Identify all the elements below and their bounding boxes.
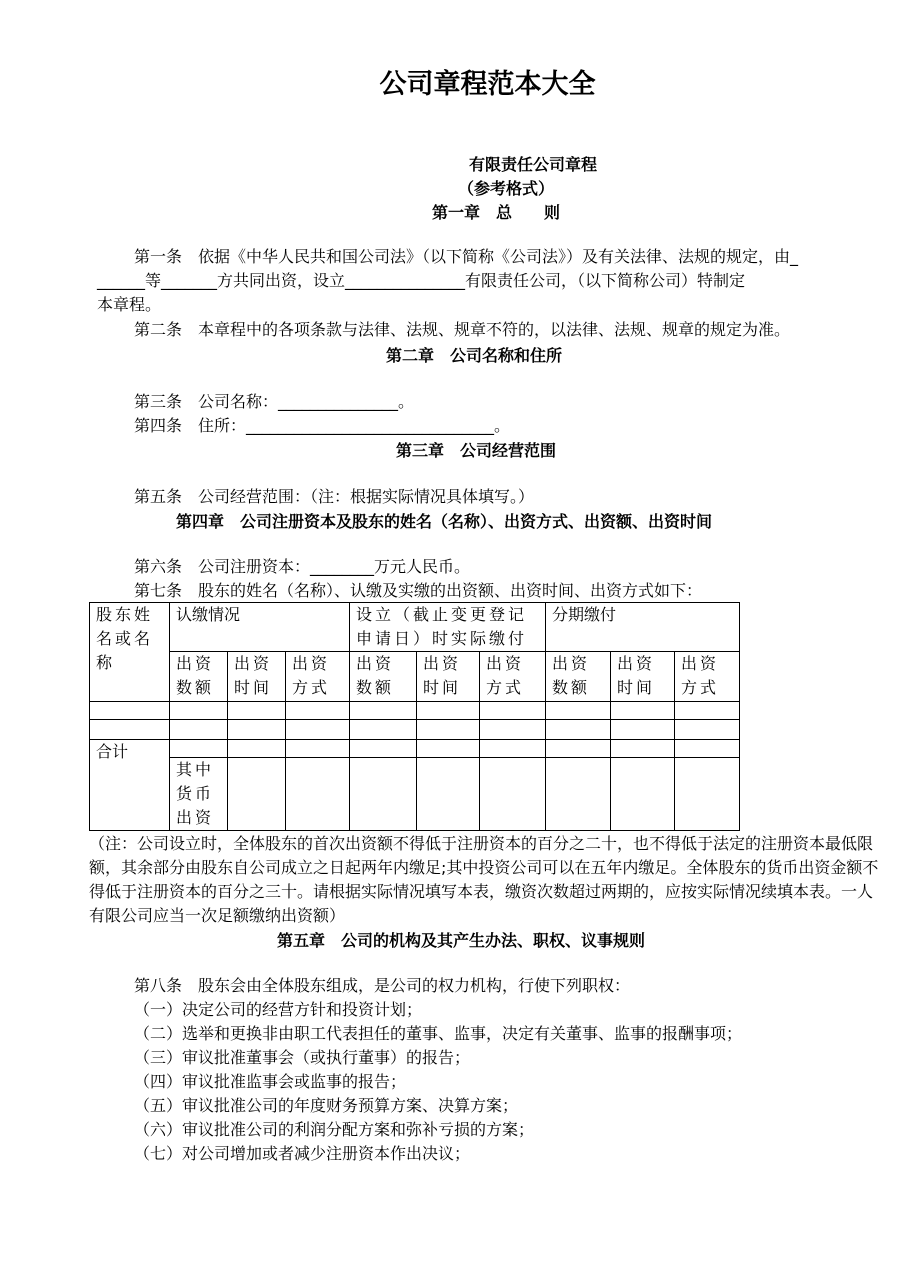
chapter-3-heading: 第三章 公司经营范围 (396, 441, 557, 460)
of-which-cash-label: 其中货币出资 (170, 758, 228, 831)
sub-header-amount: 出资数额 (546, 652, 611, 702)
power-item: （七）对公司增加或者减少注册资本作出决议； (134, 1144, 471, 1163)
power-item: （五）审议批准公司的年度财务预算方案、决算方案； (134, 1096, 519, 1115)
article-6: 第六条 公司注册资本：________万元人民币。 (134, 557, 471, 576)
power-item: （一）决定公司的经营方针和投资计划； (134, 1000, 423, 1019)
company-name-blank (317, 155, 469, 174)
article-1-line-3: 本章程。 (97, 295, 162, 314)
subtitle-text: 有限责任公司章程 (469, 155, 598, 174)
sub-header-amount: 出资数额 (350, 652, 417, 702)
header-shareholder-name: 股东姓名或名称 (90, 603, 170, 702)
power-item: （三）审议批准董事会（或执行董事）的报告； (134, 1048, 471, 1067)
chapter-2-heading: 第二章 公司名称和住所 (386, 346, 563, 365)
sub-header-time: 出资时间 (611, 652, 675, 702)
sub-header-amount: 出资数额 (170, 652, 228, 702)
chapter-1-heading: 第一章 总 则 (432, 203, 561, 222)
sub-header-time: 出资时间 (417, 652, 480, 702)
power-item: （六）审议批准公司的利润分配方案和弥补亏损的方案； (134, 1120, 535, 1139)
power-item: （二）选举和更换非由职工代表担任的董事、监事，决定有关董事、监事的报酬事项； (134, 1024, 743, 1043)
total-label: 合计 (90, 740, 170, 831)
power-item: （四）审议批准监事会或监事的报告； (134, 1072, 407, 1091)
article-2: 第二条 本章程中的各项条款与法律、法规、规章不符的，以法律、法规、规章的规定为准。 (134, 320, 791, 339)
shareholder-contribution-table (89, 602, 740, 831)
sub-header-method: 出资方式 (286, 652, 350, 702)
article-8: 第八条 股东会由全体股东组成，是公司的权力机构，行使下列职权： (134, 976, 631, 995)
format-note: （参考格式） (458, 179, 555, 198)
document-title: 公司章程范本大全 (379, 69, 596, 100)
header-subscribed: 认缴情况 (170, 603, 350, 652)
company-charter-title (317, 152, 597, 175)
table-note: （注：公司设立时，全体股东的首次出资额不得低于注册资本的百分之二十，也不得低于法定的注册资本最低限额，其余部分由股东自公司成立之日起两年内缴足;其中投资公司可以在五年内缴足。全体股东的货币出资金额不得低于注册资本的百分之三十。请根据实际情况填写本表，缴资次数超过两期的，应按实际情况续填本表。一人有限公司应当一次足额缴纳出资额） (89, 834, 879, 925)
table-row (90, 720, 740, 740)
total-row (90, 740, 740, 758)
article-3: 第三条 公司名称：_______________。 (134, 392, 415, 411)
sub-header-time: 出资时间 (228, 652, 286, 702)
sub-header-method: 出资方式 (675, 652, 740, 702)
sub-header-method: 出资方式 (480, 652, 546, 702)
table-row (90, 702, 740, 720)
chapter-4-heading: 第四章 公司注册资本及股东的姓名（名称）、出资方式、出资额、出资时间 (176, 512, 713, 531)
header-installments: 分期缴付 (546, 603, 740, 652)
header-actual-paid: 设立（截止变更登记申请日）时实际缴付 (350, 603, 546, 652)
article-5: 第五条 公司经营范围：（注：根据实际情况具体填写。） (134, 487, 535, 506)
article-1-line-2: ______等_______方共同出资，设立_______________有限责任公司，（以下简称公司）特制定 (97, 271, 746, 290)
article-7: 第七条 股东的姓名（名称）、认缴及实缴的出资额、出资时间、出资方式如下： (134, 581, 703, 600)
chapter-5-heading: 第五章 公司的机构及其产生办法、职权、议事规则 (277, 931, 646, 950)
article-1-line-1: 第一条 依据《中华人民共和国公司法》（以下简称《公司法》）及有关法律、法规的规定，由_ (134, 247, 799, 266)
cash-contribution-row (90, 758, 740, 831)
article-4: 第四条 住所：_______________________________。 (134, 416, 511, 435)
